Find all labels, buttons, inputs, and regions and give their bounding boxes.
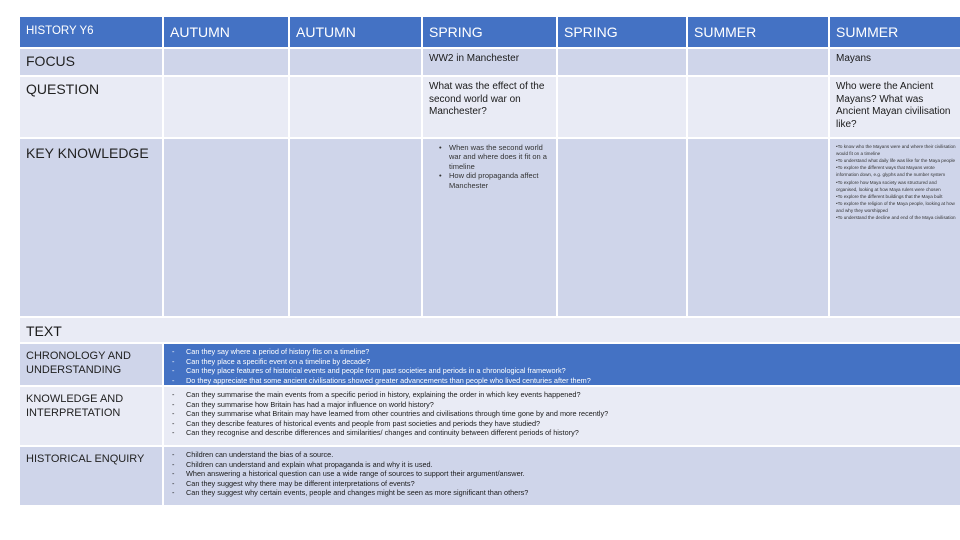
key-knowledge-spring-list — [429, 143, 550, 190]
key-knowledge-spring-2 — [558, 139, 686, 316]
list-item: - Can they recognise and describe differences and similarities/ changes and continuity between different periods of history? — [172, 428, 954, 438]
list-item: •To explore the different buildings that the Maya built — [836, 193, 943, 199]
key-knowledge-spring — [423, 139, 556, 316]
column-header-autumn-2: AUTUMN — [290, 17, 421, 47]
list-item: - Can they place a specific event on a timeline by decade? — [172, 357, 954, 367]
list-item: - Can they say where a period of history fits on a timeline? — [172, 347, 954, 357]
list-item: - Children can understand the bias of a source. — [172, 450, 954, 460]
focus-autumn-1 — [164, 49, 288, 75]
list-item: - Children can understand and explain what propaganda is and why it is used. — [172, 460, 954, 470]
corner-header: HISTORY Y6 — [20, 17, 162, 47]
row-label-text: TEXT — [20, 318, 960, 342]
row-label-focus: FOCUS — [20, 49, 162, 75]
column-header-summer-1: SUMMER — [688, 17, 828, 47]
key-knowledge-autumn-2 — [290, 139, 421, 316]
list-item: - When answering a historical question can use a wide range of sources to support their argument/answer. — [172, 469, 954, 479]
row-label-key-knowledge: KEY KNOWLEDGE — [20, 139, 162, 316]
list-item: - Can they summarise the main events from a specific period in history, explaining the order in which key events happened? — [172, 390, 954, 400]
list-item: •To explore the religion of the Maya people, looking at how and why they worshipped — [836, 200, 955, 213]
enquiry-skills — [164, 447, 960, 505]
list-item: • When was the second world war and where does it fit on a timeline — [439, 143, 550, 171]
list-item: - Can they describe features of historical events and people from past societies and periods they have studied? — [172, 419, 954, 429]
question-autumn-1 — [164, 77, 288, 137]
column-header-summer-2: SUMMER — [830, 17, 960, 47]
focus-autumn-2 — [290, 49, 421, 75]
key-knowledge-summer-1 — [688, 139, 828, 316]
list-item: - Can they place features of historical events and people from past societies and periods in a chronological framework? — [172, 366, 954, 376]
row-label-knowledge: KNOWLEDGE AND INTERPRETATION — [20, 387, 162, 445]
list-item: •To understand the decline and end of the Maya civilisation — [836, 215, 956, 221]
focus-spring-2 — [558, 49, 686, 75]
row-label-question: QUESTION — [20, 77, 162, 137]
focus-spring: WW2 in Manchester — [423, 49, 556, 75]
column-header-spring-2: SPRING — [558, 17, 686, 47]
question-spring: What was the effect of the second world war on Manchester? — [423, 77, 556, 137]
list-item: •To understand what daily life was like for the Maya people — [836, 158, 956, 164]
focus-summer-1 — [688, 49, 828, 75]
list-item: - Can they summarise how Britain has had a major influence on world history? — [172, 400, 954, 410]
question-spring-2 — [558, 77, 686, 137]
chronology-list — [172, 347, 954, 385]
chronology-skills — [164, 344, 960, 385]
row-label-enquiry: HISTORICAL ENQUIRY — [20, 447, 162, 505]
list-item: •To know who the Mayans were and where their civilisation would fit on a timeline — [836, 144, 956, 157]
row-label-chronology: CHRONOLOGY AND UNDERSTANDING — [20, 344, 162, 385]
knowledge-skills — [164, 387, 960, 445]
question-autumn-2 — [290, 77, 421, 137]
column-header-spring-1: SPRING — [423, 17, 556, 47]
question-summer-1 — [688, 77, 828, 137]
list-item: - Can they suggest why there may be different interpretations of events? — [172, 479, 954, 489]
list-item: •To explore how Maya society was structured and organised, looking at how Maya rulers were chosen — [836, 179, 941, 192]
list-item: - Can they summarise what Britain may have learned from other countries and civilisations through time gone by and more recently? — [172, 409, 954, 419]
key-knowledge-summer — [830, 139, 960, 316]
key-knowledge-autumn-1 — [164, 139, 288, 316]
focus-summer: Mayans — [830, 49, 960, 75]
knowledge-list — [172, 390, 954, 438]
column-header-autumn-1: AUTUMN — [164, 17, 288, 47]
list-item: • How did propaganda affect Manchester — [439, 171, 550, 190]
list-item: - Do they appreciate that some ancient civilisations showed greater advancements than people who lived centuries after them? — [172, 376, 954, 386]
question-summer: Who were the Ancient Mayans? What was Ancient Mayan civilisation like? — [830, 77, 960, 137]
enquiry-list — [172, 450, 954, 498]
list-item: - Can they suggest why certain events, people and changes might be seen as more significant than others? — [172, 488, 954, 498]
curriculum-table — [20, 17, 956, 522]
list-item: •To explore the different ways that Mayans wrote information down, e.g. glyphs and the number system — [836, 165, 946, 178]
